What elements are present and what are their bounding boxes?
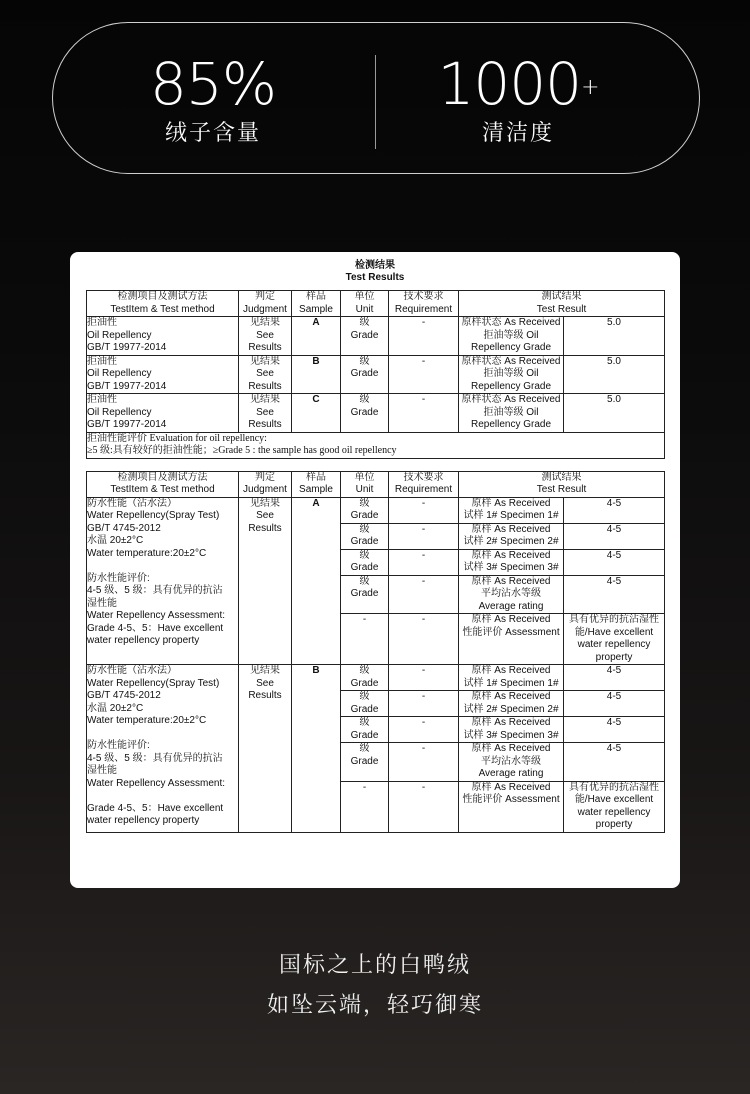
- assessment-value-cell: 具有优异的抗沾湿性 能/Have excellent water repellency property: [564, 614, 665, 665]
- water-result-label-cell: 原样 As Received 平均沾水等级 Average rating: [459, 743, 564, 782]
- stats-pill: [52, 22, 700, 174]
- water-unit-cell: 级 Grade: [341, 549, 389, 575]
- water-repellency-table: [86, 471, 665, 833]
- water-unit-cell: 级 Grade: [341, 691, 389, 717]
- down-content-value: 85%: [150, 50, 276, 118]
- assessment-value-cell: 具有优异的抗沾湿性 能/Have excellent water repellency property: [564, 781, 665, 832]
- water-result-value-cell: 4-5: [564, 717, 665, 743]
- water-requirement-cell: -: [389, 665, 459, 691]
- water-result-value-cell: 4-5: [564, 497, 665, 523]
- water-requirement-cell: -: [389, 497, 459, 523]
- oil-requirement-cell: -: [389, 394, 459, 433]
- water-requirement-cell: -: [389, 717, 459, 743]
- oil-row: [87, 394, 665, 433]
- water-unit-cell: 级 Grade: [341, 743, 389, 782]
- oil-judgment-cell: 见结果 See Results: [239, 394, 292, 433]
- water-sample-cell: A: [292, 497, 341, 665]
- cleanliness-label: 清洁度: [481, 121, 554, 146]
- water-result-value-cell: 4-5: [564, 523, 665, 549]
- water-sample-cell: B: [292, 665, 341, 833]
- oil-table-header: 检测项目及测试方法 TestItem & Test method 判定 Judgment 样品 Sample 单位 Unit 技术要求 Requirement 测试结果 Test Result: [87, 291, 665, 317]
- oil-unit-cell: 级 Grade: [341, 394, 389, 433]
- assessment-unit-cell: -: [341, 781, 389, 832]
- assessment-requirement-cell: -: [389, 614, 459, 665]
- oil-sample-cell: B: [292, 355, 341, 394]
- oil-requirement-cell: -: [389, 355, 459, 394]
- down-content-stat: [93, 51, 333, 149]
- water-result-label-cell: 原样 As Received 试样 2# Specimen 2#: [459, 691, 564, 717]
- oil-sample-cell: A: [292, 317, 341, 356]
- water-unit-cell: 级 Grade: [341, 665, 389, 691]
- oil-unit-cell: 级 Grade: [341, 355, 389, 394]
- oil-result-label-cell: 原样状态 As Received 拒油等级 Oil Repellency Grade: [459, 394, 564, 433]
- water-judgment-cell: 见结果 See Results: [239, 497, 292, 665]
- assessment-requirement-cell: -: [389, 781, 459, 832]
- assessment-unit-cell: -: [341, 614, 389, 665]
- oil-judgment-cell: 见结果 See Results: [239, 317, 292, 356]
- oil-result-value-cell: 5.0: [564, 394, 665, 433]
- oil-unit-cell: 级 Grade: [341, 317, 389, 356]
- water-result-value-cell: 4-5: [564, 691, 665, 717]
- water-unit-cell: 级 Grade: [341, 497, 389, 523]
- water-result-label-cell: 原样 As Received 试样 1# Specimen 1#: [459, 665, 564, 691]
- test-report-card: [70, 252, 680, 888]
- cleanliness-stat: [398, 51, 638, 149]
- water-judgment-cell: 见结果 See Results: [239, 665, 292, 833]
- oil-row: [87, 355, 665, 394]
- oil-evaluation-note: 拒油性能评价 Evaluation for oil repellency: ≥5 级:具有较好的拒油性能；≥Grade 5 : the sample has good oil repellency: [87, 432, 665, 458]
- water-result-label-cell: 原样 As Received 试样 2# Specimen 2#: [459, 523, 564, 549]
- water-result-value-cell: 4-5: [564, 743, 665, 782]
- tagline-line-2: 如坠云端，轻巧御寒: [266, 993, 483, 1018]
- water-result-label-cell: 原样 As Received 试样 1# Specimen 1#: [459, 497, 564, 523]
- oil-result-label-cell: 原样状态 As Received 拒油等级 Oil Repellency Grade: [459, 317, 564, 356]
- water-result-label-cell: 原样 As Received 试样 3# Specimen 3#: [459, 549, 564, 575]
- cleanliness-plus: +: [581, 75, 599, 100]
- oil-item-cell: 拒油性 Oil Repellency GB/T 19977-2014: [87, 355, 239, 394]
- water-result-value-cell: 4-5: [564, 549, 665, 575]
- water-requirement-cell: -: [389, 691, 459, 717]
- down-content-label: 绒子含量: [164, 121, 261, 146]
- report-title: 检测结果 Test Results: [345, 260, 405, 283]
- water-unit-cell: 级 Grade: [341, 523, 389, 549]
- oil-repellency-table: [86, 290, 665, 459]
- assessment-label-cell: 原样 As Received 性能评价 Assessment: [459, 614, 564, 665]
- water-requirement-cell: -: [389, 549, 459, 575]
- assessment-label-cell: 原样 As Received 性能评价 Assessment: [459, 781, 564, 832]
- water-item-cell: 防水性能（沾水法） Water Repellency(Spray Test) GB/T 4745-2012 水温 20±2°C Water temperature:20±2°C 防水性能评价: 4-5 级、5 级：具有优异的抗沾 湿性能 Water Repellency Assessment: Grade 4-5、5：Have excellent water repellency property: [87, 665, 239, 833]
- water-requirement-cell: -: [389, 523, 459, 549]
- water-table-header: 检测项目及测试方法 TestItem & Test method 判定 Judgment 样品 Sample 单位 Unit 技术要求 Requirement 测试结果 Test Result: [87, 471, 665, 497]
- water-result-value-cell: 4-5: [564, 665, 665, 691]
- water-result-value-cell: 4-5: [564, 575, 665, 614]
- oil-evaluation-row: [87, 432, 665, 458]
- oil-sample-cell: C: [292, 394, 341, 433]
- water-unit-cell: 级 Grade: [341, 717, 389, 743]
- water-specimen-row: [87, 497, 665, 523]
- oil-row: [87, 317, 665, 356]
- oil-result-value-cell: 5.0: [564, 317, 665, 356]
- oil-requirement-cell: -: [389, 317, 459, 356]
- oil-item-cell: 拒油性 Oil Repellency GB/T 19977-2014: [87, 317, 239, 356]
- stats-divider: [375, 55, 376, 149]
- water-requirement-cell: -: [389, 743, 459, 782]
- oil-judgment-cell: 见结果 See Results: [239, 355, 292, 394]
- water-result-label-cell: 原样 As Received 平均沾水等级 Average rating: [459, 575, 564, 614]
- oil-result-value-cell: 5.0: [564, 355, 665, 394]
- water-result-label-cell: 原样 As Received 试样 3# Specimen 3#: [459, 717, 564, 743]
- water-requirement-cell: -: [389, 575, 459, 614]
- water-specimen-row: [87, 665, 665, 691]
- oil-item-cell: 拒油性 Oil Repellency GB/T 19977-2014: [87, 394, 239, 433]
- water-unit-cell: 级 Grade: [341, 575, 389, 614]
- cleanliness-value: 1000+: [437, 50, 599, 118]
- water-item-cell: 防水性能（沾水法） Water Repellency(Spray Test) GB/T 4745-2012 水温 20±2°C Water temperature:20±2°C 防水性能评价: 4-5 级、5 级：具有优异的抗沾 湿性能 Water Repellency Assessment: Grade 4-5、5：Have excellent water repellency property: [87, 497, 239, 665]
- oil-result-label-cell: 原样状态 As Received 拒油等级 Oil Repellency Grade: [459, 355, 564, 394]
- tagline-line-1: 国标之上的白鸭绒: [278, 953, 471, 978]
